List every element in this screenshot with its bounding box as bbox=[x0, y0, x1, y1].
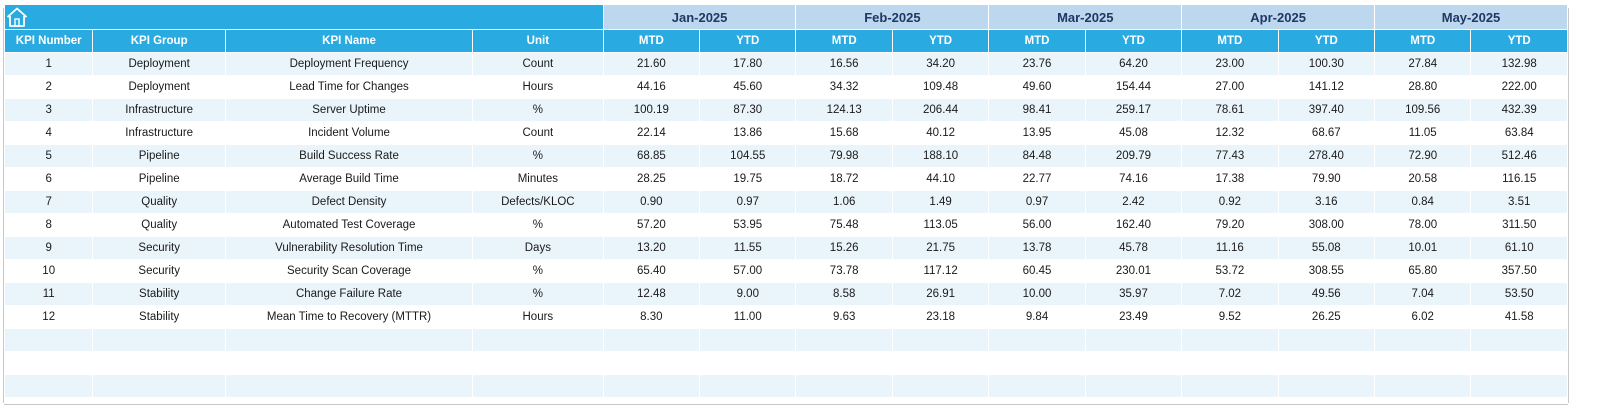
cell-kpi-name: Build Success Rate bbox=[225, 145, 472, 168]
table-row[interactable] bbox=[5, 145, 1568, 168]
cell-empty bbox=[1471, 352, 1568, 375]
col-header-feb-mtd[interactable]: MTD bbox=[796, 30, 892, 53]
cell-kpi-number: 9 bbox=[5, 237, 93, 260]
cell-unit: Count bbox=[473, 53, 604, 76]
cell-may-ytd: 311.50 bbox=[1471, 214, 1568, 237]
cell-empty bbox=[796, 352, 892, 375]
cell-jan-ytd: 13.86 bbox=[700, 122, 796, 145]
cell-empty bbox=[225, 375, 472, 398]
cell-empty bbox=[225, 329, 472, 352]
month-header-5: May-2025 bbox=[1375, 5, 1568, 30]
cell-jan-mtd: 65.40 bbox=[603, 260, 699, 283]
cell-mar-ytd: 230.01 bbox=[1085, 260, 1181, 283]
cell-mar-mtd: 22.77 bbox=[989, 168, 1085, 191]
cell-mar-mtd: 56.00 bbox=[989, 214, 1085, 237]
cell-jan-ytd: 11.55 bbox=[700, 237, 796, 260]
cell-may-mtd: 28.80 bbox=[1375, 76, 1471, 99]
cell-empty bbox=[796, 375, 892, 398]
cell-feb-mtd: 34.32 bbox=[796, 76, 892, 99]
table-row[interactable] bbox=[5, 283, 1568, 306]
cell-unit: Minutes bbox=[473, 168, 604, 191]
cell-apr-mtd: 27.00 bbox=[1182, 76, 1278, 99]
cell-jan-mtd: 68.85 bbox=[603, 145, 699, 168]
cell-apr-ytd: 49.56 bbox=[1278, 283, 1374, 306]
cell-kpi-group: Pipeline bbox=[93, 145, 226, 168]
cell-feb-ytd: 113.05 bbox=[892, 214, 988, 237]
cell-jan-ytd: 87.30 bbox=[700, 99, 796, 122]
cell-may-ytd: 132.98 bbox=[1471, 53, 1568, 76]
cell-kpi-name: Automated Test Coverage bbox=[225, 214, 472, 237]
cell-empty bbox=[1471, 375, 1568, 398]
col-header-jan-ytd[interactable]: YTD bbox=[700, 30, 796, 53]
cell-apr-ytd: 278.40 bbox=[1278, 145, 1374, 168]
cell-empty bbox=[5, 375, 93, 398]
table-row[interactable] bbox=[5, 306, 1568, 329]
cell-kpi-group: Quality bbox=[93, 214, 226, 237]
cell-empty bbox=[1085, 352, 1181, 375]
cell-kpi-group: Infrastructure bbox=[93, 99, 226, 122]
sheet-right-border bbox=[1568, 8, 1569, 403]
cell-empty bbox=[1278, 352, 1374, 375]
cell-apr-mtd: 23.00 bbox=[1182, 53, 1278, 76]
cell-kpi-group: Infrastructure bbox=[93, 122, 226, 145]
cell-empty bbox=[473, 352, 604, 375]
cell-kpi-group: Quality bbox=[93, 191, 226, 214]
cell-jan-ytd: 19.75 bbox=[700, 168, 796, 191]
col-header-kpi-name[interactable]: KPI Name bbox=[225, 30, 472, 53]
cell-mar-mtd: 9.84 bbox=[989, 306, 1085, 329]
cell-feb-ytd: 34.20 bbox=[892, 53, 988, 76]
cell-kpi-name: Average Build Time bbox=[225, 168, 472, 191]
cell-empty bbox=[1085, 375, 1181, 398]
cell-kpi-number: 11 bbox=[5, 283, 93, 306]
cell-empty bbox=[700, 375, 796, 398]
col-header-may-mtd[interactable]: MTD bbox=[1375, 30, 1471, 53]
col-header-feb-ytd[interactable]: YTD bbox=[892, 30, 988, 53]
cell-kpi-number: 7 bbox=[5, 191, 93, 214]
cell-feb-mtd: 8.58 bbox=[796, 283, 892, 306]
cell-apr-ytd: 55.08 bbox=[1278, 237, 1374, 260]
cell-feb-mtd: 15.68 bbox=[796, 122, 892, 145]
cell-feb-ytd: 109.48 bbox=[892, 76, 988, 99]
cell-may-ytd: 3.51 bbox=[1471, 191, 1568, 214]
cell-mar-ytd: 259.17 bbox=[1085, 99, 1181, 122]
col-header-mar-ytd[interactable]: YTD bbox=[1085, 30, 1181, 53]
cell-kpi-group: Deployment bbox=[93, 53, 226, 76]
cell-empty bbox=[989, 352, 1085, 375]
cell-jan-ytd: 11.00 bbox=[700, 306, 796, 329]
cell-may-mtd: 11.05 bbox=[1375, 122, 1471, 145]
cell-feb-mtd: 124.13 bbox=[796, 99, 892, 122]
table-row[interactable] bbox=[5, 122, 1568, 145]
table-row[interactable] bbox=[5, 168, 1568, 191]
cell-may-mtd: 7.04 bbox=[1375, 283, 1471, 306]
cell-may-mtd: 20.58 bbox=[1375, 168, 1471, 191]
cell-may-ytd: 432.39 bbox=[1471, 99, 1568, 122]
cell-kpi-group: Pipeline bbox=[93, 168, 226, 191]
cell-jan-mtd: 100.19 bbox=[603, 99, 699, 122]
cell-empty bbox=[5, 329, 93, 352]
cell-mar-mtd: 98.41 bbox=[989, 99, 1085, 122]
cell-mar-mtd: 84.48 bbox=[989, 145, 1085, 168]
cell-feb-ytd: 23.18 bbox=[892, 306, 988, 329]
cell-jan-mtd: 13.20 bbox=[603, 237, 699, 260]
cell-feb-mtd: 18.72 bbox=[796, 168, 892, 191]
cell-feb-mtd: 79.98 bbox=[796, 145, 892, 168]
cell-mar-ytd: 209.79 bbox=[1085, 145, 1181, 168]
sheet-left-border bbox=[3, 8, 4, 403]
cell-empty bbox=[603, 329, 699, 352]
table-row[interactable] bbox=[5, 191, 1568, 214]
cell-empty bbox=[700, 329, 796, 352]
cell-mar-mtd: 23.76 bbox=[989, 53, 1085, 76]
cell-kpi-name: Lead Time for Changes bbox=[225, 76, 472, 99]
cell-mar-mtd: 13.78 bbox=[989, 237, 1085, 260]
table-row-empty[interactable] bbox=[5, 329, 1568, 352]
cell-empty bbox=[892, 352, 988, 375]
cell-may-mtd: 65.80 bbox=[1375, 260, 1471, 283]
cell-may-ytd: 222.00 bbox=[1471, 76, 1568, 99]
cell-apr-mtd: 11.16 bbox=[1182, 237, 1278, 260]
cell-jan-mtd: 0.90 bbox=[603, 191, 699, 214]
cell-mar-ytd: 64.20 bbox=[1085, 53, 1181, 76]
cell-may-mtd: 6.02 bbox=[1375, 306, 1471, 329]
banner-row bbox=[5, 5, 1568, 30]
cell-jan-mtd: 21.60 bbox=[603, 53, 699, 76]
cell-empty bbox=[1278, 329, 1374, 352]
cell-mar-ytd: 45.78 bbox=[1085, 237, 1181, 260]
cell-feb-ytd: 21.75 bbox=[892, 237, 988, 260]
cell-mar-mtd: 10.00 bbox=[989, 283, 1085, 306]
cell-may-ytd: 116.15 bbox=[1471, 168, 1568, 191]
cell-jan-ytd: 57.00 bbox=[700, 260, 796, 283]
cell-feb-mtd: 1.06 bbox=[796, 191, 892, 214]
cell-mar-ytd: 74.16 bbox=[1085, 168, 1181, 191]
cell-empty bbox=[603, 352, 699, 375]
cell-apr-mtd: 79.20 bbox=[1182, 214, 1278, 237]
cell-may-mtd: 27.84 bbox=[1375, 53, 1471, 76]
cell-jan-ytd: 53.95 bbox=[700, 214, 796, 237]
cell-kpi-group: Stability bbox=[93, 283, 226, 306]
month-header-4: Apr-2025 bbox=[1182, 5, 1375, 30]
cell-kpi-number: 3 bbox=[5, 99, 93, 122]
cell-kpi-name: Security Scan Coverage bbox=[225, 260, 472, 283]
cell-jan-ytd: 17.80 bbox=[700, 53, 796, 76]
cell-kpi-name: Server Uptime bbox=[225, 99, 472, 122]
col-header-unit[interactable]: Unit bbox=[473, 30, 604, 53]
cell-mar-mtd: 13.95 bbox=[989, 122, 1085, 145]
table-row[interactable] bbox=[5, 214, 1568, 237]
cell-jan-mtd: 28.25 bbox=[603, 168, 699, 191]
cell-apr-ytd: 141.12 bbox=[1278, 76, 1374, 99]
cell-feb-mtd: 75.48 bbox=[796, 214, 892, 237]
cell-feb-ytd: 44.10 bbox=[892, 168, 988, 191]
cell-empty bbox=[1375, 329, 1471, 352]
cell-apr-mtd: 9.52 bbox=[1182, 306, 1278, 329]
cell-unit: Defects/KLOC bbox=[473, 191, 604, 214]
table-row-empty[interactable] bbox=[5, 375, 1568, 398]
cell-unit: % bbox=[473, 99, 604, 122]
cell-kpi-name: Incident Volume bbox=[225, 122, 472, 145]
cell-mar-ytd: 45.08 bbox=[1085, 122, 1181, 145]
cell-kpi-name: Mean Time to Recovery (MTTR) bbox=[225, 306, 472, 329]
cell-feb-mtd: 15.26 bbox=[796, 237, 892, 260]
cell-kpi-group: Deployment bbox=[93, 76, 226, 99]
cell-mar-ytd: 23.49 bbox=[1085, 306, 1181, 329]
cell-kpi-group: Security bbox=[93, 237, 226, 260]
cell-empty bbox=[892, 329, 988, 352]
cell-apr-mtd: 12.32 bbox=[1182, 122, 1278, 145]
cell-empty bbox=[989, 329, 1085, 352]
cell-kpi-group: Stability bbox=[93, 306, 226, 329]
cell-empty bbox=[1375, 375, 1471, 398]
cell-feb-ytd: 188.10 bbox=[892, 145, 988, 168]
month-header-3: Mar-2025 bbox=[989, 5, 1182, 30]
col-header-jan-mtd[interactable]: MTD bbox=[603, 30, 699, 53]
cell-empty bbox=[989, 375, 1085, 398]
table-row[interactable] bbox=[5, 237, 1568, 260]
cell-may-mtd: 109.56 bbox=[1375, 99, 1471, 122]
cell-feb-ytd: 206.44 bbox=[892, 99, 988, 122]
cell-may-ytd: 63.84 bbox=[1471, 122, 1568, 145]
cell-may-mtd: 0.84 bbox=[1375, 191, 1471, 214]
cell-jan-ytd: 45.60 bbox=[700, 76, 796, 99]
col-header-apr-ytd[interactable]: YTD bbox=[1278, 30, 1374, 53]
col-header-kpi-number[interactable]: KPI Number bbox=[5, 30, 93, 53]
cell-empty bbox=[603, 375, 699, 398]
cell-unit: % bbox=[473, 283, 604, 306]
cell-feb-ytd: 1.49 bbox=[892, 191, 988, 214]
cell-unit: % bbox=[473, 145, 604, 168]
cell-jan-mtd: 12.48 bbox=[603, 283, 699, 306]
cell-kpi-name: Change Failure Rate bbox=[225, 283, 472, 306]
cell-feb-ytd: 40.12 bbox=[892, 122, 988, 145]
cell-empty bbox=[892, 375, 988, 398]
cell-unit: Hours bbox=[473, 306, 604, 329]
cell-mar-ytd: 2.42 bbox=[1085, 191, 1181, 214]
cell-may-ytd: 61.10 bbox=[1471, 237, 1568, 260]
cell-jan-ytd: 0.97 bbox=[700, 191, 796, 214]
kpi-table-body bbox=[5, 53, 1568, 398]
cell-kpi-name: Deployment Frequency bbox=[225, 53, 472, 76]
cell-kpi-number: 10 bbox=[5, 260, 93, 283]
cell-kpi-number: 4 bbox=[5, 122, 93, 145]
table-row[interactable] bbox=[5, 76, 1568, 99]
cell-jan-ytd: 104.55 bbox=[700, 145, 796, 168]
cell-empty bbox=[93, 375, 226, 398]
cell-empty bbox=[1375, 352, 1471, 375]
cell-jan-mtd: 22.14 bbox=[603, 122, 699, 145]
cell-apr-mtd: 0.92 bbox=[1182, 191, 1278, 214]
cell-apr-ytd: 3.16 bbox=[1278, 191, 1374, 214]
cell-mar-mtd: 60.45 bbox=[989, 260, 1085, 283]
cell-may-ytd: 512.46 bbox=[1471, 145, 1568, 168]
cell-jan-ytd: 9.00 bbox=[700, 283, 796, 306]
cell-apr-ytd: 26.25 bbox=[1278, 306, 1374, 329]
cell-apr-mtd: 17.38 bbox=[1182, 168, 1278, 191]
col-header-kpi-group[interactable]: KPI Group bbox=[93, 30, 226, 53]
cell-kpi-number: 5 bbox=[5, 145, 93, 168]
cell-kpi-name: Defect Density bbox=[225, 191, 472, 214]
cell-apr-mtd: 53.72 bbox=[1182, 260, 1278, 283]
cell-apr-ytd: 79.90 bbox=[1278, 168, 1374, 191]
cell-jan-mtd: 57.20 bbox=[603, 214, 699, 237]
cell-apr-ytd: 308.00 bbox=[1278, 214, 1374, 237]
cell-empty bbox=[473, 329, 604, 352]
cell-empty bbox=[225, 352, 472, 375]
month-header-1: Jan-2025 bbox=[603, 5, 796, 30]
cell-may-ytd: 357.50 bbox=[1471, 260, 1568, 283]
column-header-row bbox=[5, 30, 1568, 53]
home-icon bbox=[5, 5, 29, 29]
cell-feb-ytd: 26.91 bbox=[892, 283, 988, 306]
cell-unit: Days bbox=[473, 237, 604, 260]
table-row[interactable] bbox=[5, 99, 1568, 122]
cell-kpi-number: 2 bbox=[5, 76, 93, 99]
cell-apr-ytd: 68.67 bbox=[1278, 122, 1374, 145]
cell-may-mtd: 10.01 bbox=[1375, 237, 1471, 260]
col-header-apr-mtd[interactable]: MTD bbox=[1182, 30, 1278, 53]
cell-feb-ytd: 117.12 bbox=[892, 260, 988, 283]
cell-empty bbox=[93, 329, 226, 352]
company-logo bbox=[5, 5, 604, 30]
cell-empty bbox=[700, 352, 796, 375]
kpi-table bbox=[4, 4, 1568, 398]
cell-mar-ytd: 162.40 bbox=[1085, 214, 1181, 237]
spreadsheet-sheet bbox=[0, 4, 1600, 407]
cell-unit: % bbox=[473, 260, 604, 283]
cell-may-mtd: 78.00 bbox=[1375, 214, 1471, 237]
cell-empty bbox=[1085, 329, 1181, 352]
cell-feb-mtd: 16.56 bbox=[796, 53, 892, 76]
cell-apr-mtd: 78.61 bbox=[1182, 99, 1278, 122]
cell-kpi-group: Security bbox=[93, 260, 226, 283]
cell-empty bbox=[1471, 329, 1568, 352]
cell-may-ytd: 53.50 bbox=[1471, 283, 1568, 306]
table-row[interactable] bbox=[5, 260, 1568, 283]
cell-mar-ytd: 154.44 bbox=[1085, 76, 1181, 99]
cell-empty bbox=[1182, 352, 1278, 375]
cell-mar-ytd: 35.97 bbox=[1085, 283, 1181, 306]
sheet-bottom-border bbox=[4, 404, 1568, 405]
cell-empty bbox=[1182, 375, 1278, 398]
table-row-empty[interactable] bbox=[5, 352, 1568, 375]
cell-kpi-number: 8 bbox=[5, 214, 93, 237]
cell-kpi-number: 1 bbox=[5, 53, 93, 76]
cell-jan-mtd: 8.30 bbox=[603, 306, 699, 329]
cell-apr-ytd: 308.55 bbox=[1278, 260, 1374, 283]
cell-jan-mtd: 44.16 bbox=[603, 76, 699, 99]
cell-apr-mtd: 7.02 bbox=[1182, 283, 1278, 306]
col-header-may-ytd[interactable]: YTD bbox=[1471, 30, 1568, 53]
cell-may-mtd: 72.90 bbox=[1375, 145, 1471, 168]
cell-empty bbox=[1278, 375, 1374, 398]
cell-mar-mtd: 49.60 bbox=[989, 76, 1085, 99]
month-header-2: Feb-2025 bbox=[796, 5, 989, 30]
cell-feb-mtd: 9.63 bbox=[796, 306, 892, 329]
cell-mar-mtd: 0.97 bbox=[989, 191, 1085, 214]
cell-may-ytd: 41.58 bbox=[1471, 306, 1568, 329]
cell-feb-mtd: 73.78 bbox=[796, 260, 892, 283]
cell-kpi-number: 6 bbox=[5, 168, 93, 191]
cell-apr-ytd: 397.40 bbox=[1278, 99, 1374, 122]
cell-empty bbox=[473, 375, 604, 398]
cell-apr-mtd: 77.43 bbox=[1182, 145, 1278, 168]
cell-unit: Count bbox=[473, 122, 604, 145]
cell-kpi-number: 12 bbox=[5, 306, 93, 329]
cell-empty bbox=[796, 329, 892, 352]
cell-empty bbox=[1182, 329, 1278, 352]
cell-apr-ytd: 100.30 bbox=[1278, 53, 1374, 76]
col-header-mar-mtd[interactable]: MTD bbox=[989, 30, 1085, 53]
cell-kpi-name: Vulnerability Resolution Time bbox=[225, 237, 472, 260]
cell-unit: % bbox=[473, 214, 604, 237]
table-row[interactable] bbox=[5, 53, 1568, 76]
cell-unit: Hours bbox=[473, 76, 604, 99]
cell-empty bbox=[5, 352, 93, 375]
cell-empty bbox=[93, 352, 226, 375]
